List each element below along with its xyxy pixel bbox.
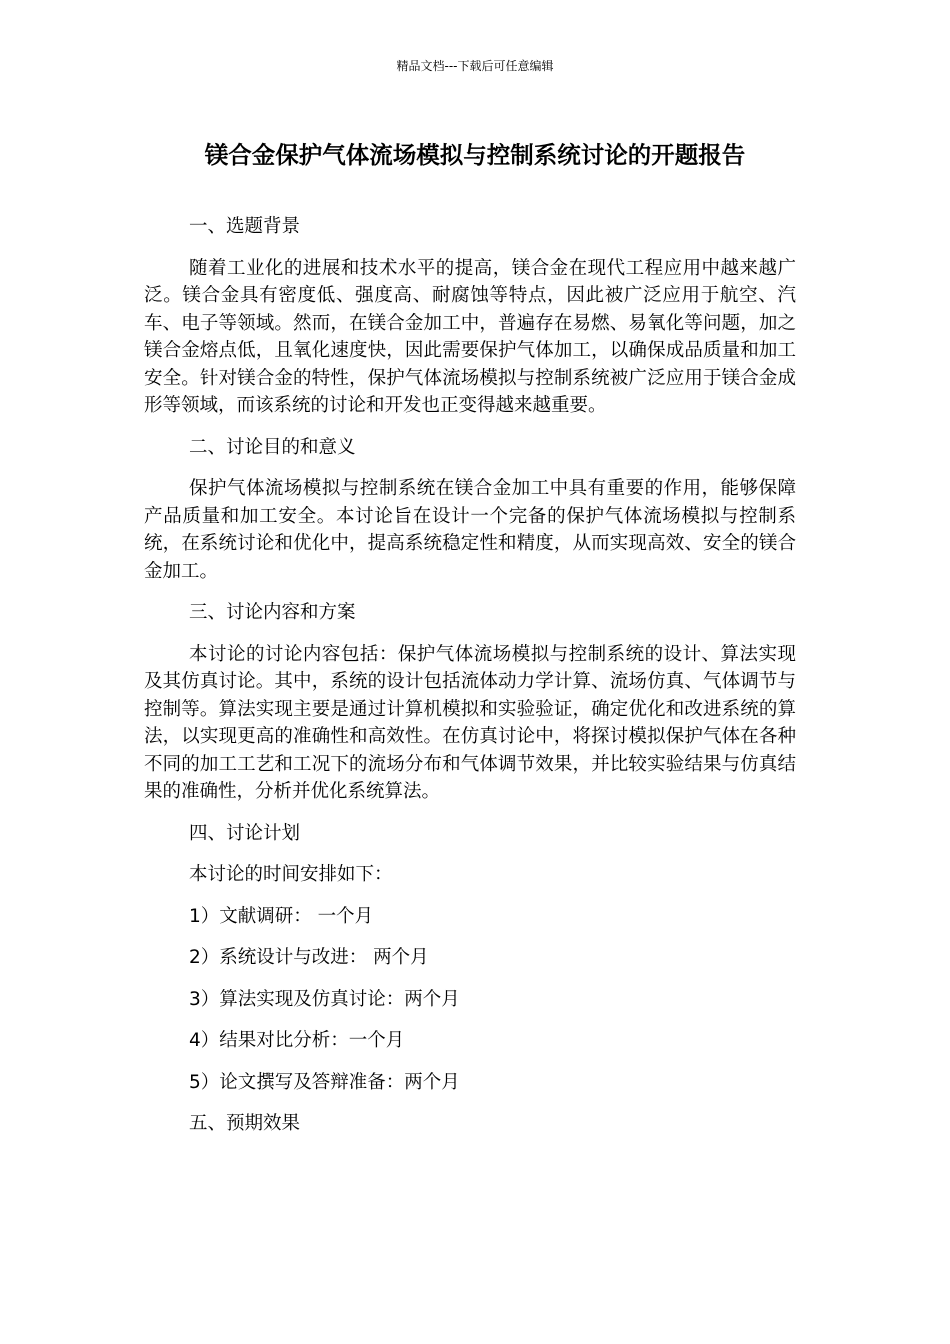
section-heading-background: 一、选题背景	[189, 216, 301, 237]
plan-item: 3）算法实现及仿真讨论：两个月	[189, 988, 460, 1010]
plan-item: 1）文献调研： 一个月	[189, 905, 374, 927]
section-heading-expected-results: 五、预期效果	[189, 1113, 301, 1134]
section-heading-purpose: 二、讨论目的和意义	[189, 436, 356, 458]
paragraph-purpose: 保护气体流场模拟与控制系统在镁合金加工中具有重要的作用，能够保障产品质量和加工安全。本讨论旨在设计一个完备的保护气体流场模拟与控制系统，在系统讨论和优化中，提高系统稳定性和精度，从而实现高效、安全的镁合金加工。	[144, 478, 796, 582]
plan-item: 5）论文撰写及答辩准备：两个月	[189, 1071, 460, 1093]
plan-item: 2）系统设计与改进： 两个月	[189, 947, 429, 968]
paragraph-background: 随着工业化的进展和技术水平的提高，镁合金在现代工程应用中越来越广泛。镁合金具有密度低、强度高、耐腐蚀等特点，因此被广泛应用于航空、汽车、电子等领域。然而，在镁合金加工中，普遍存在易燃、易氧化等问题，加之镁合金熔点低，且氧化速度快，因此需要保护气体加工，以确保成品质量和加工安全。针对镁合金的特性，保护气体流场模拟与控制系统被广泛应用于镁合金成形等领域，而该系统的讨论和开发也正变得越来越重要。	[144, 257, 796, 416]
section-heading-content: 三、讨论内容和方案	[189, 602, 356, 623]
paragraph-content: 本讨论的讨论内容包括：保护气体流场模拟与控制系统的设计、算法实现及其仿真讨论。其中，系统的设计包括流体动力学计算、流场仿真、气体调节与控制等。算法实现主要是通过计算机模拟和实验验证，确定优化和改进系统的算法，以实现更高的准确性和高效性。在仿真讨论中，将探讨模拟保护气体在各种不同的加工工艺和工况下的流场分布和气体调节效果，并比较实验结果与仿真结果的准确性，分析并优化系统算法。	[144, 643, 796, 802]
document-title: 镁合金保护气体流场模拟与控制系统讨论的开题报告	[204, 141, 746, 169]
section-heading-plan: 四、讨论计划	[189, 822, 301, 844]
page-header: 精品文档---下载后可任意编辑	[396, 59, 554, 73]
document-body	[144, 213, 796, 1152]
plan-intro: 本讨论的时间安排如下：	[189, 864, 393, 885]
plan-item: 4）结果对比分析：一个月	[189, 1030, 405, 1051]
